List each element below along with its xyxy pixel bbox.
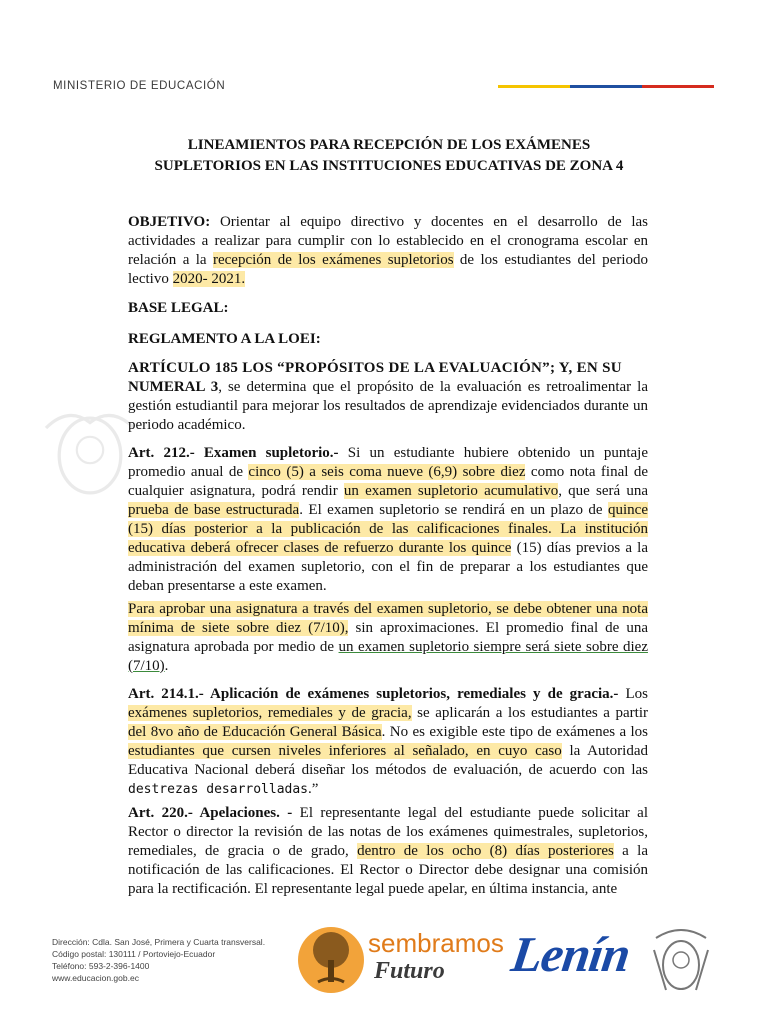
objetivo-text-1: Orientar al equipo directivo y docentes en el desarrollo de las actividades a realizar para cumplir con lo establecido en el cronograma escolar en relación a la — [128, 214, 648, 268]
art220-highlight-1: dentro de los ocho (8) días posteriores — [357, 843, 614, 859]
objetivo-paragraph — [128, 213, 648, 289]
aprobar-highlight: Para aprobar una asignatura a través del examen supletorio, se debe obtener una nota mínima de siete sobre diez (7/10), — [128, 601, 648, 636]
art212-highlight-4: quince (15) días posterior a la publicación de las calificaciones finales. La institución educativa deberá ofrecer clases de refuerzo durante los quince — [128, 502, 648, 556]
footer-address — [52, 936, 265, 984]
art212-highlight-3: prueba de base estructurada — [128, 502, 300, 518]
art212-text-3: , que será una — [558, 483, 648, 499]
art220-text-2: a la notificación de las calificaciones. El Rector o Director debe designar una comisión para la rectificación. El representante legal puede apelar, en última instancia, ante — [128, 843, 649, 897]
aprobar-text-2: . — [164, 658, 169, 674]
document-title — [128, 135, 650, 177]
futuro-text: Futuro — [374, 958, 445, 984]
coat-of-arms-icon — [646, 920, 716, 1000]
art220-label: Art. 220.- Apelaciones. - — [128, 805, 293, 821]
art214-mono: destrezas desarrolladas — [128, 782, 309, 797]
aprobar-underline: un examen supletorio siempre será siete sobre diez (7/10) — [128, 639, 648, 674]
footer-phone-line: Teléfono: 593-2-396-1400 — [52, 961, 150, 971]
lenin-logo: Lenín — [508, 926, 634, 982]
objetivo-highlight-1: recepción de los exámenes supletorios — [213, 252, 454, 268]
flag-red — [642, 85, 714, 88]
title-line-2: SUPLETORIOS EN LAS INSTITUCIONES EDUCATIVAS DE ZONA 4 — [154, 158, 624, 174]
art212-text-1: Si un estudiante hubiere obtenido un puntaje promedio anual de — [128, 445, 648, 480]
ministry-logo-text: MINISTERIO DE EDUCACIÓN — [53, 80, 226, 92]
art214-text-3: . No es exigible este tipo de exámenes a los — [381, 724, 648, 740]
art212-highlight-1: cinco (5) a seis coma nueve (6,9) sobre diez — [248, 464, 526, 480]
footer-web-link[interactable]: www.educacion.gob.ec — [52, 973, 139, 983]
art185-text: , se determina que el propósito de la evaluación es retroalimentar la gestión estudiantil para mejorar los resultados de aprendizaje evidenciados durante un periodo académico. — [128, 379, 649, 433]
art214-highlight-1: exámenes supletorios, remediales y de gracia, — [128, 705, 412, 721]
sembramos-text: sembramos — [368, 928, 504, 958]
art185-paragraph — [128, 359, 648, 435]
art214-text-2: se aplicarán a los estudiantes a partir — [411, 705, 648, 721]
art212-highlight-2: un examen supletorio acumulativo — [343, 483, 559, 499]
art220-paragraph — [128, 804, 648, 899]
objetivo-label: OBJETIVO: — [128, 214, 211, 230]
art212-label: Art. 212.- Examen supletorio.- — [128, 445, 339, 461]
art214-label: Art. 214.1.- Aplicación de exámenes supletorios, remediales y de gracia.- — [128, 686, 619, 702]
flag-yellow — [498, 85, 570, 88]
flag-blue — [570, 85, 642, 88]
art212-text-4: . El examen supletorio se rendirá en un plazo de — [299, 502, 609, 518]
aprobar-paragraph — [128, 600, 648, 676]
art214-highlight-3: estudiantes que cursen niveles inferiores al señalado, en cuyo caso — [128, 743, 562, 759]
art214-text-4: la Autoridad Educativa Nacional deberá diseñar los métodos de evaluación, de acuerdo con las — [128, 743, 648, 778]
art220-text-1: El representante legal del estudiante puede solicitar al Rector o director la revisión de las notas de los exámenes quimestrales, supletorios, remediales, de gracia o de grado, — [128, 805, 648, 859]
sembramos-futuro-logo — [296, 920, 504, 1000]
tree-icon — [296, 920, 366, 1000]
art212-text-2: como nota final de cualquier asignatura, podrá rendir — [128, 464, 648, 499]
aprobar-text-1: sin aproximaciones. El promedio final de una asignatura aprobada por medio de — [128, 620, 648, 655]
art214-text-5: .” — [308, 781, 319, 797]
art214-highlight-2: del 8vo año de Educación General Básica — [128, 724, 382, 740]
art214-paragraph — [128, 685, 648, 799]
art185-heading: ARTÍCULO 185 LOS “PROPÓSITOS DE LA EVALUACIÓN”; Y, EN SU — [128, 360, 622, 376]
art214-text-1: Los — [618, 686, 648, 702]
objetivo-highlight-2: 2020- 2021. — [172, 271, 246, 287]
art185-numeral: NUMERAL 3 — [128, 379, 219, 395]
objetivo-text-2: de los estudiantes del periodo lectivo — [128, 252, 648, 287]
base-legal-heading: BASE LEGAL: — [128, 300, 229, 316]
reglamento-heading: REGLAMENTO A LA LOEI: — [128, 331, 321, 347]
footer-postal-line: Código postal: 130111 / Portoviejo-Ecuador — [52, 949, 216, 959]
flag-bar — [498, 85, 714, 88]
art212-text-5: (15) días previos a la administración del examen supletorio, con el fin de preparar a los estudiantes que deban presentarse a este examen. — [128, 540, 648, 594]
title-line-1: LINEAMIENTOS PARA RECEPCIÓN DE LOS EXÁMENES — [187, 137, 591, 153]
footer-address-line: Dirección: Cdla. San José, Primera y Cuarta transversal. — [52, 937, 266, 947]
art212-paragraph — [128, 444, 648, 596]
